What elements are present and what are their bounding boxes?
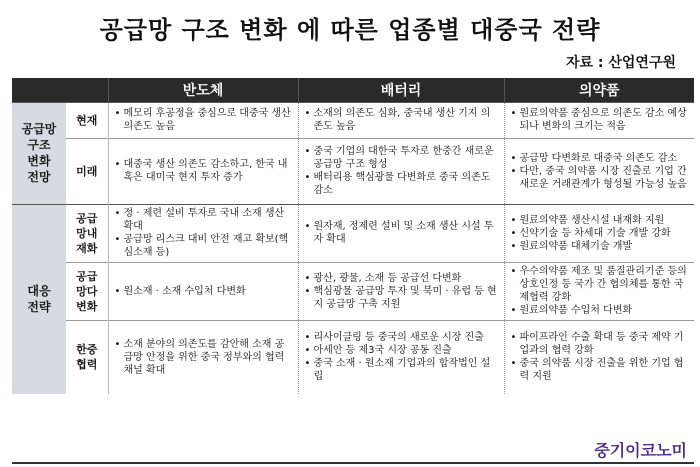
column-header-battery: 배터리: [298, 78, 504, 102]
bullet-item: • 핵심광물 공급망 투자 및 북미 · 유럽 등 현지 공급망 구축 지원: [305, 285, 498, 311]
bullet-list: [305, 145, 498, 197]
bullet-item: • 신약기술 등 차세대 기술 개발 강화: [511, 227, 689, 240]
table-cell: [108, 262, 298, 320]
table-cell: [108, 320, 298, 394]
bullet-list: [115, 107, 292, 133]
bullet-item: • 소재 분야의 의존도를 감안해 소재 공급망 안정을 위한 중국 정부와의 협력 채널 확대: [115, 338, 292, 377]
publisher-logo: 중기이코노미: [591, 438, 690, 461]
table-cell: [504, 262, 694, 320]
bottom-rule: [12, 462, 694, 464]
bullet-item: • 광산, 광물, 소재 등 공급선 다변화: [305, 272, 498, 285]
table-cell: [108, 138, 298, 204]
bullet-list: [511, 265, 689, 317]
bullet-item: • 원료의약품 수입처 다변화: [511, 304, 689, 317]
bullet-item: • 배터리용 핵심광물 다변화로 중국 의존도 감소: [305, 171, 498, 197]
bullet-item: • 리사이클링 등 중국의 새로운 시장 진출: [305, 331, 498, 344]
bullet-list: [305, 272, 498, 311]
bullet-item: • 원료의약품 대체기술 개발: [511, 240, 689, 253]
bullet-item: • 원소재 · 소재 수입처 다변화: [115, 285, 292, 298]
table-cell: [504, 204, 694, 262]
table-cell: [298, 138, 504, 204]
bullet-list: [305, 331, 498, 383]
bullet-list: [115, 285, 292, 298]
bullet-item: • 중국 소재 · 원소재 기업과의 합작법인 설립: [305, 357, 498, 383]
table-cell: [108, 102, 298, 138]
table-cell: [298, 320, 504, 394]
table-row: [12, 102, 694, 138]
table-cell: [504, 320, 694, 394]
bullet-list: [511, 152, 689, 191]
strategy-table: [12, 78, 694, 394]
table-cell: [504, 138, 694, 204]
column-header-pharma: 의약품: [504, 78, 694, 102]
row-label: 미래: [66, 138, 108, 204]
bullet-item: • 파이프라인 수출 확대 등 중국 제약 기업과의 협력 강화: [511, 331, 689, 357]
bullet-list: [511, 331, 689, 383]
bullet-item: • 원자재, 정제련 설비 및 소재 생산 시설 투자 확대: [305, 220, 498, 246]
bullet-item: • 중국 의약품 시장 진출을 위한 기업 협력 지원: [511, 357, 689, 383]
table-row: [12, 320, 694, 394]
bullet-item: • 원료의약품 생산시설 내재화 지원: [511, 214, 689, 227]
row-label: 공급 망다 변화: [66, 262, 108, 320]
table-cell: [298, 204, 504, 262]
bullet-list: [115, 207, 292, 259]
bullet-list: [115, 158, 292, 184]
bullet-item: • 다만, 중국 의약품 시장 진출로 기업 간 새로운 거래관계가 형성될 가능성 높음: [511, 165, 689, 191]
row-label: 현재: [66, 102, 108, 138]
table-body: [12, 102, 694, 394]
bullet-list: [511, 214, 689, 253]
table-row: [12, 204, 694, 262]
bullet-item: • 메모리 후공정을 중심으로 대중국 생산 의존도 높음: [115, 107, 292, 133]
header-row: [12, 78, 694, 102]
column-header-semiconductor: 반도체: [108, 78, 298, 102]
table-cell: [504, 102, 694, 138]
bullet-item: • 소재의 의존도 심화, 중국내 생산 기지 의존도 높음: [305, 107, 498, 133]
bullet-item: • 원료의약품 중심으로 의존도 감소 예상되나 변화의 크기는 적음: [511, 107, 689, 133]
table-row: [12, 138, 694, 204]
bullet-list: [305, 220, 498, 246]
table-cell: [298, 102, 504, 138]
header-corner: [12, 78, 108, 102]
bullet-list: [115, 338, 292, 377]
row-label: 공급 망내 재화: [66, 204, 108, 262]
bullet-item: • 우수의약품 제조 및 품질관리기준 등의 상호인정 등 국가 간 협의체를 통한 국제협력 강화: [511, 265, 689, 304]
bullet-item: • 중국 기업의 대한국 투자로 한중간 새로운 공급망 구조 형성: [305, 145, 498, 171]
bullet-item: • 대중국 생산 의존도 감소하고, 한국 내 혹은 대미국 현지 투자 증가: [115, 158, 292, 184]
page-title: 공급망 구조 변화 에 따른 업종별 대중국 전략: [99, 16, 601, 44]
table-cell: [298, 262, 504, 320]
group-label: 공급망 구조 변화 전망: [12, 102, 66, 204]
bullet-item: • 아세안 등 제3국 시장 공동 진출: [305, 344, 498, 357]
bullet-item: • 공급망 다변화로 대중국 의존도 감소: [511, 152, 689, 165]
bullet-list: [511, 107, 689, 133]
row-label: 한중 협력: [66, 320, 108, 394]
bullet-list: [305, 107, 498, 133]
group-label: 대응 전략: [12, 204, 66, 394]
bullet-item: • 정 · 제련 설비 투자로 국내 소재 생산 확대: [115, 207, 292, 233]
table-cell: [108, 204, 298, 262]
bullet-item: • 공급망 리스크 대비 안전 재고 확보(핵심소재 등): [115, 233, 292, 259]
source-label: 자료 : 산업연구원: [565, 55, 676, 71]
table-row: [12, 262, 694, 320]
